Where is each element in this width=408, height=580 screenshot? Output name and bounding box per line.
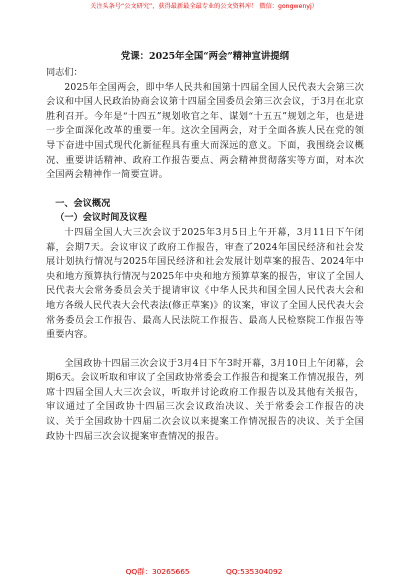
intro-paragraph: 2025年全国两会，即中华人民共和国第十四届全国人民代表大会第三次会议和中国人民政治协商会议第十四届全国委员会第三次会议，于3月在北京胜利召开。今年是“十四五”规划收官之年、谋划“十五五”规划之年，也是进一步全面深化改革的重要一年。这次全国两会，对于全面各族人民在党的领导下奋进中国式现代化新征程具有重大而深远的意义。下面，我围绕会议概况、重要讲话精神、政府工作报告要点、两会精神贯彻落实等方面，对本次全国两会精神作一简要宣讲。 [46, 81, 364, 181]
document-title: 党课：2025年全国“两会”精神宣讲提纲 [120, 51, 290, 62]
footer-qq-group: QQ群：30265665 [125, 567, 190, 576]
section-heading-overview: 一、会议概况 [55, 197, 111, 209]
subsection-heading-time-agenda: （一）会议时间及议程 [55, 212, 148, 224]
paragraph-spacer [46, 343, 364, 357]
footer-qq: QQ:535304092 [225, 567, 283, 576]
footer-contact [0, 566, 408, 578]
top-promo-banner: 关注头条号“公文研究”，获得最新最全最专业的公文资料库！ 微信：gongwenyj） [90, 3, 318, 10]
document-body [46, 50, 364, 444]
salutation: 同志们： [46, 67, 83, 78]
npc-session-paragraph: 十四届全国人大三次会议于2025年3月5日上午开幕，3月11日下午闭幕，会期7天。会议审议了政府工作报告，审查了2024年国民经济和社会发展计划执行情况与2025年国民经济和社会发展计划草案的报告、2024年中央和地方预算执行情况与2025年中央和地方预算草案的报告，审议了全国人民代表大会常务委员会关于提请审议《中华人民共和国全国人民代表大会和地方各级人民代表大会代表法(修正草案)》的议案，审议了全国人民代表大会常务委员会工作报告、最高人民法院工作报告、最高人民检察院工作报告等重要内容。 [46, 226, 364, 341]
cppcc-session-paragraph: 全国政协十四届三次会议于3月4日下午3时开幕，3月10日上午闭幕，会期6天。会议听取和审议了全国政协常委会工作报告和提案工作情况报告，列席十四届全国人大三次会议，听取并讨论政府工作报告以及其他有关报告，审议通过了全国政协十四届三次会议政治决议、关于常委会工作报告的决议、关于全国政协十四届二次会议以来提案工作情况报告的决议、关于全国政协十四届三次会议提案审查情况的报告。 [46, 357, 364, 442]
